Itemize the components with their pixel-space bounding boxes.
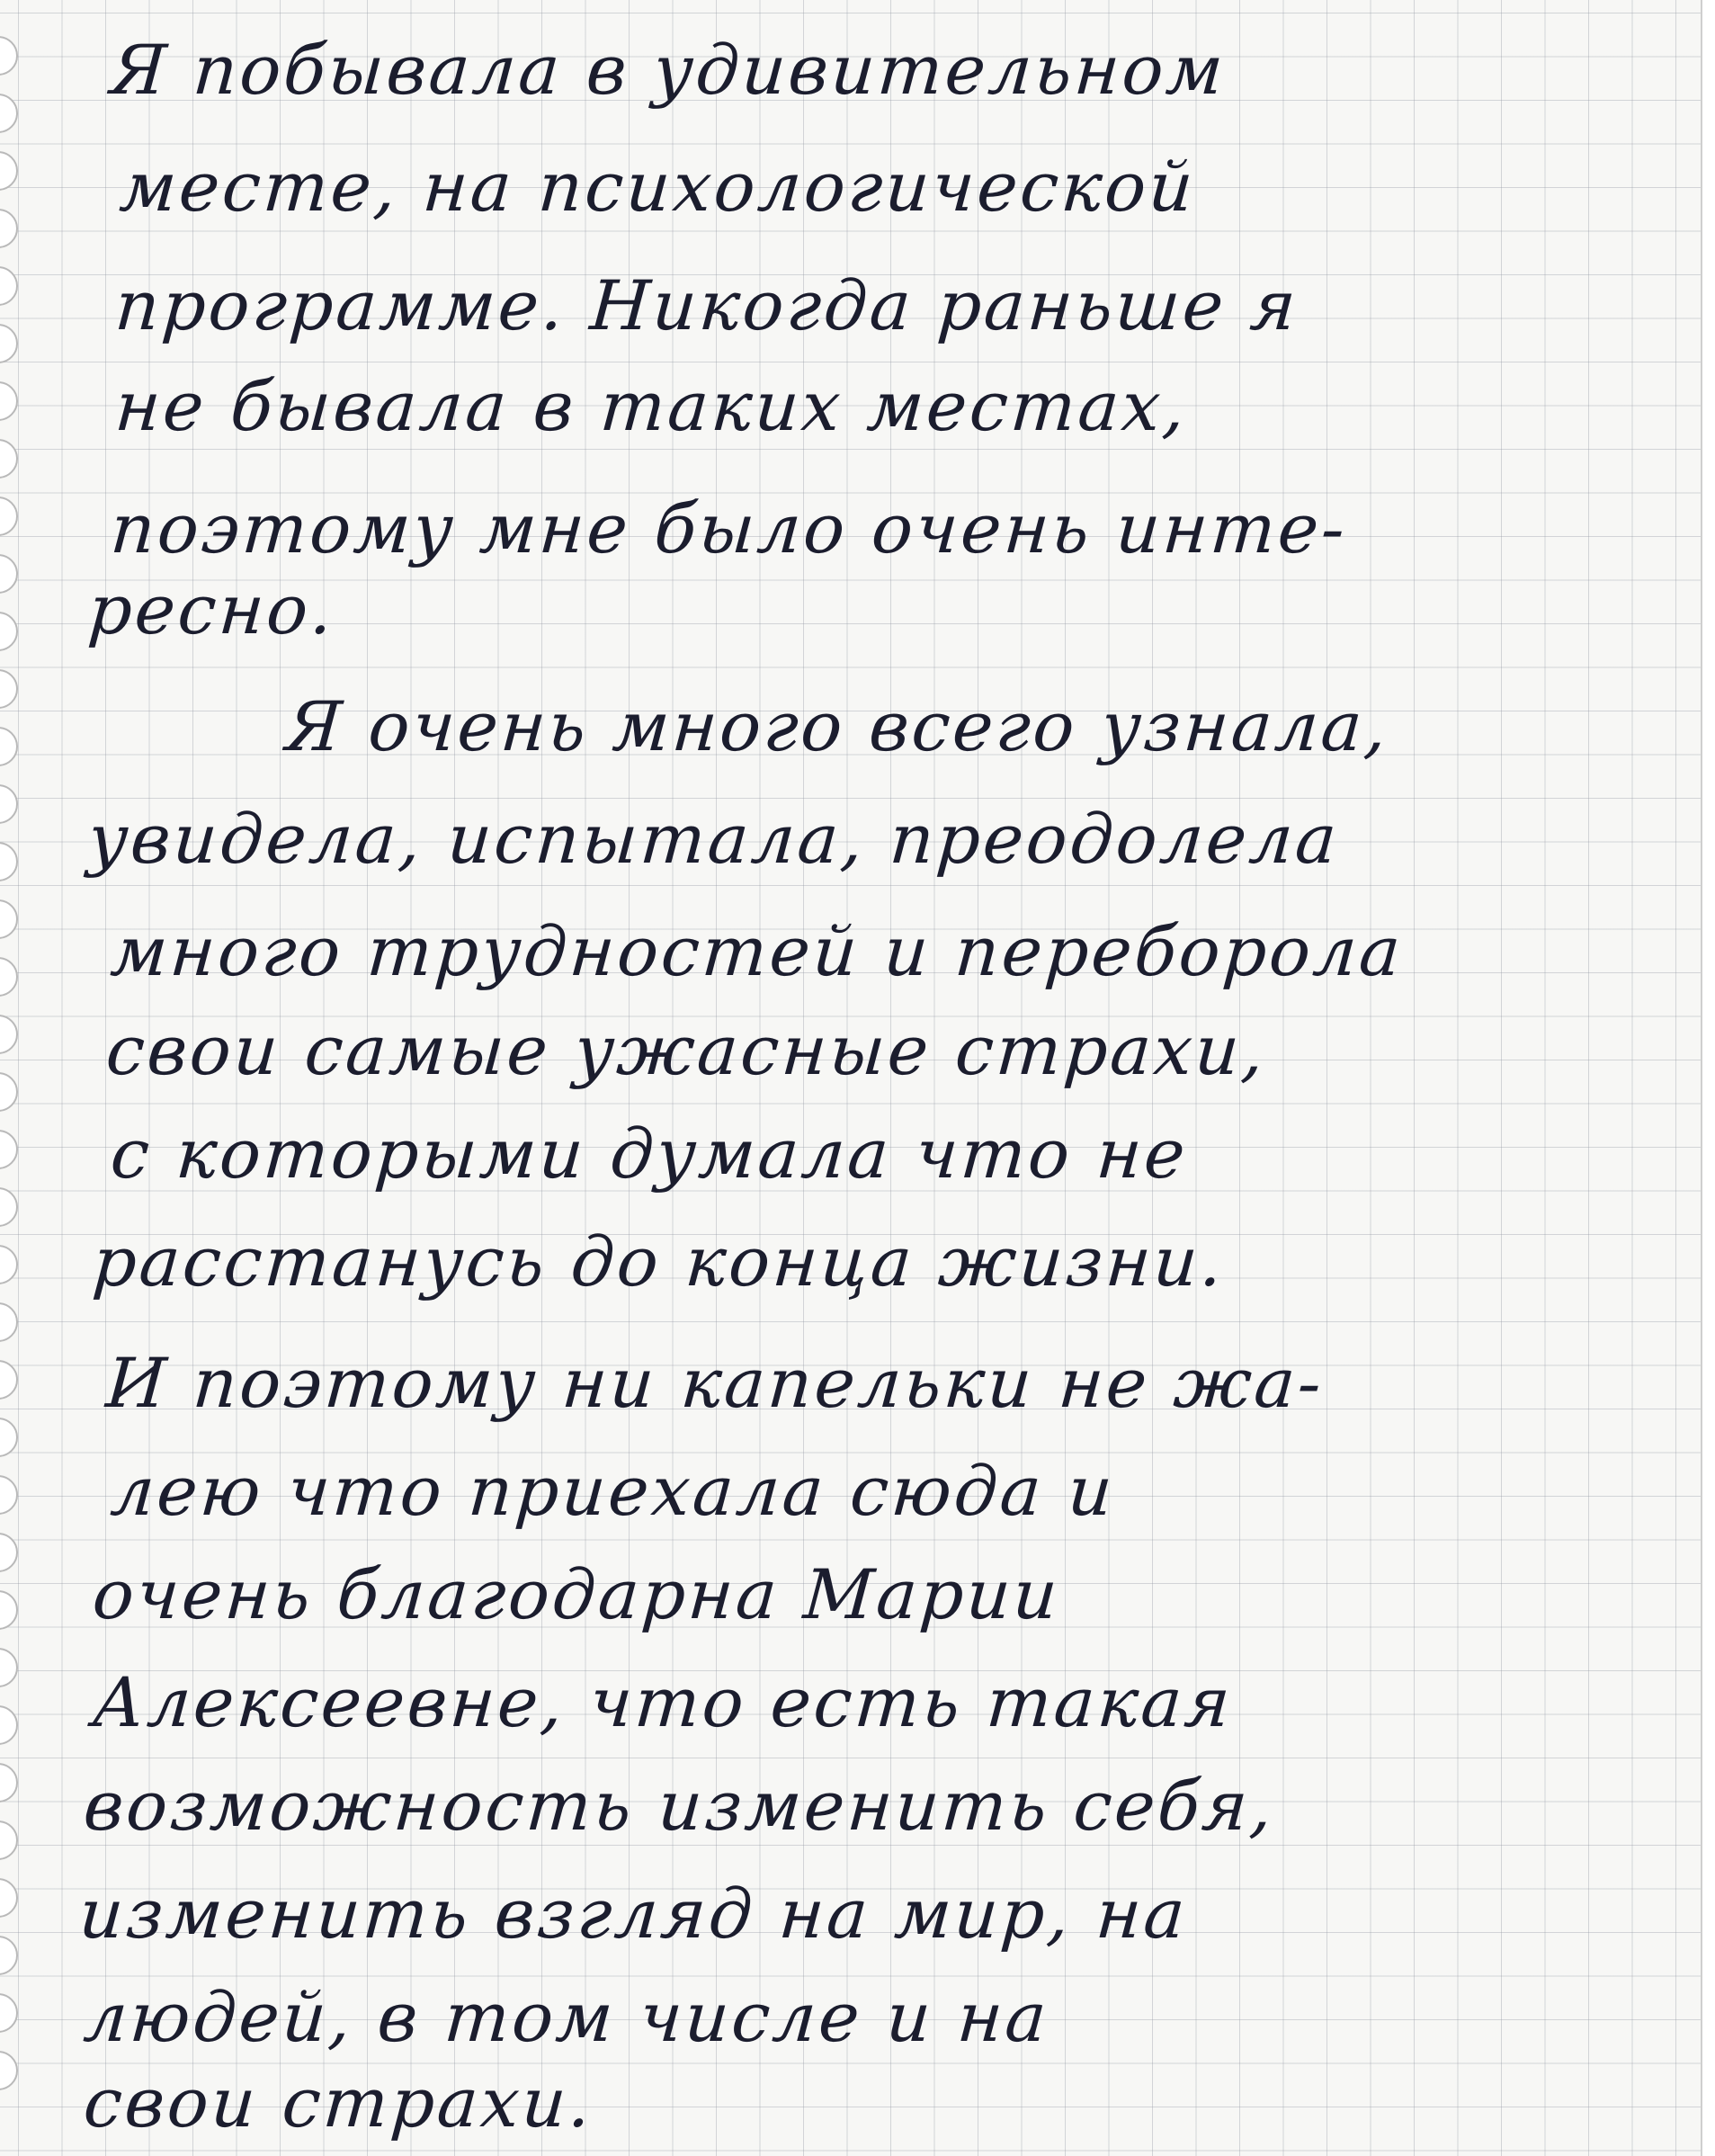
text-line: программе. Никогда раньше я xyxy=(112,265,1301,345)
text-line: расстанусь до конца жизни. xyxy=(90,1221,1228,1302)
text-line: Я очень много всего узнала, xyxy=(283,686,1392,766)
text-line: Я побывала в удивительном xyxy=(108,30,1228,110)
text-line: с которыми думала что не xyxy=(108,1114,1191,1194)
text-line: месте, на психологической xyxy=(117,147,1199,227)
text-line: свои самые ужасные страхи, xyxy=(103,1010,1270,1090)
text-line: очень благодарна Марии xyxy=(90,1554,1063,1634)
text-line: ресно. xyxy=(85,569,338,649)
text-line: возможность изменить себя, xyxy=(81,1766,1278,1846)
text-line: не бывала в таких местах, xyxy=(112,366,1191,446)
text-line: изменить взгляд на мир, на xyxy=(76,1874,1191,1954)
text-line: И поэтому ни капельки не жа- xyxy=(103,1343,1326,1423)
text-line: людей, в том числе и на xyxy=(81,1977,1052,2057)
text-line: увидела, испытала, преодолела xyxy=(85,799,1343,879)
text-line: поэтому мне было очень инте- xyxy=(108,488,1350,568)
text-line: Алексеевне, что есть такая xyxy=(90,1662,1236,1742)
text-line: много трудностей и переборола xyxy=(108,911,1407,991)
text-line: лею что приехала сюда и xyxy=(108,1451,1118,1531)
text-line: свои страхи. xyxy=(81,2062,596,2143)
